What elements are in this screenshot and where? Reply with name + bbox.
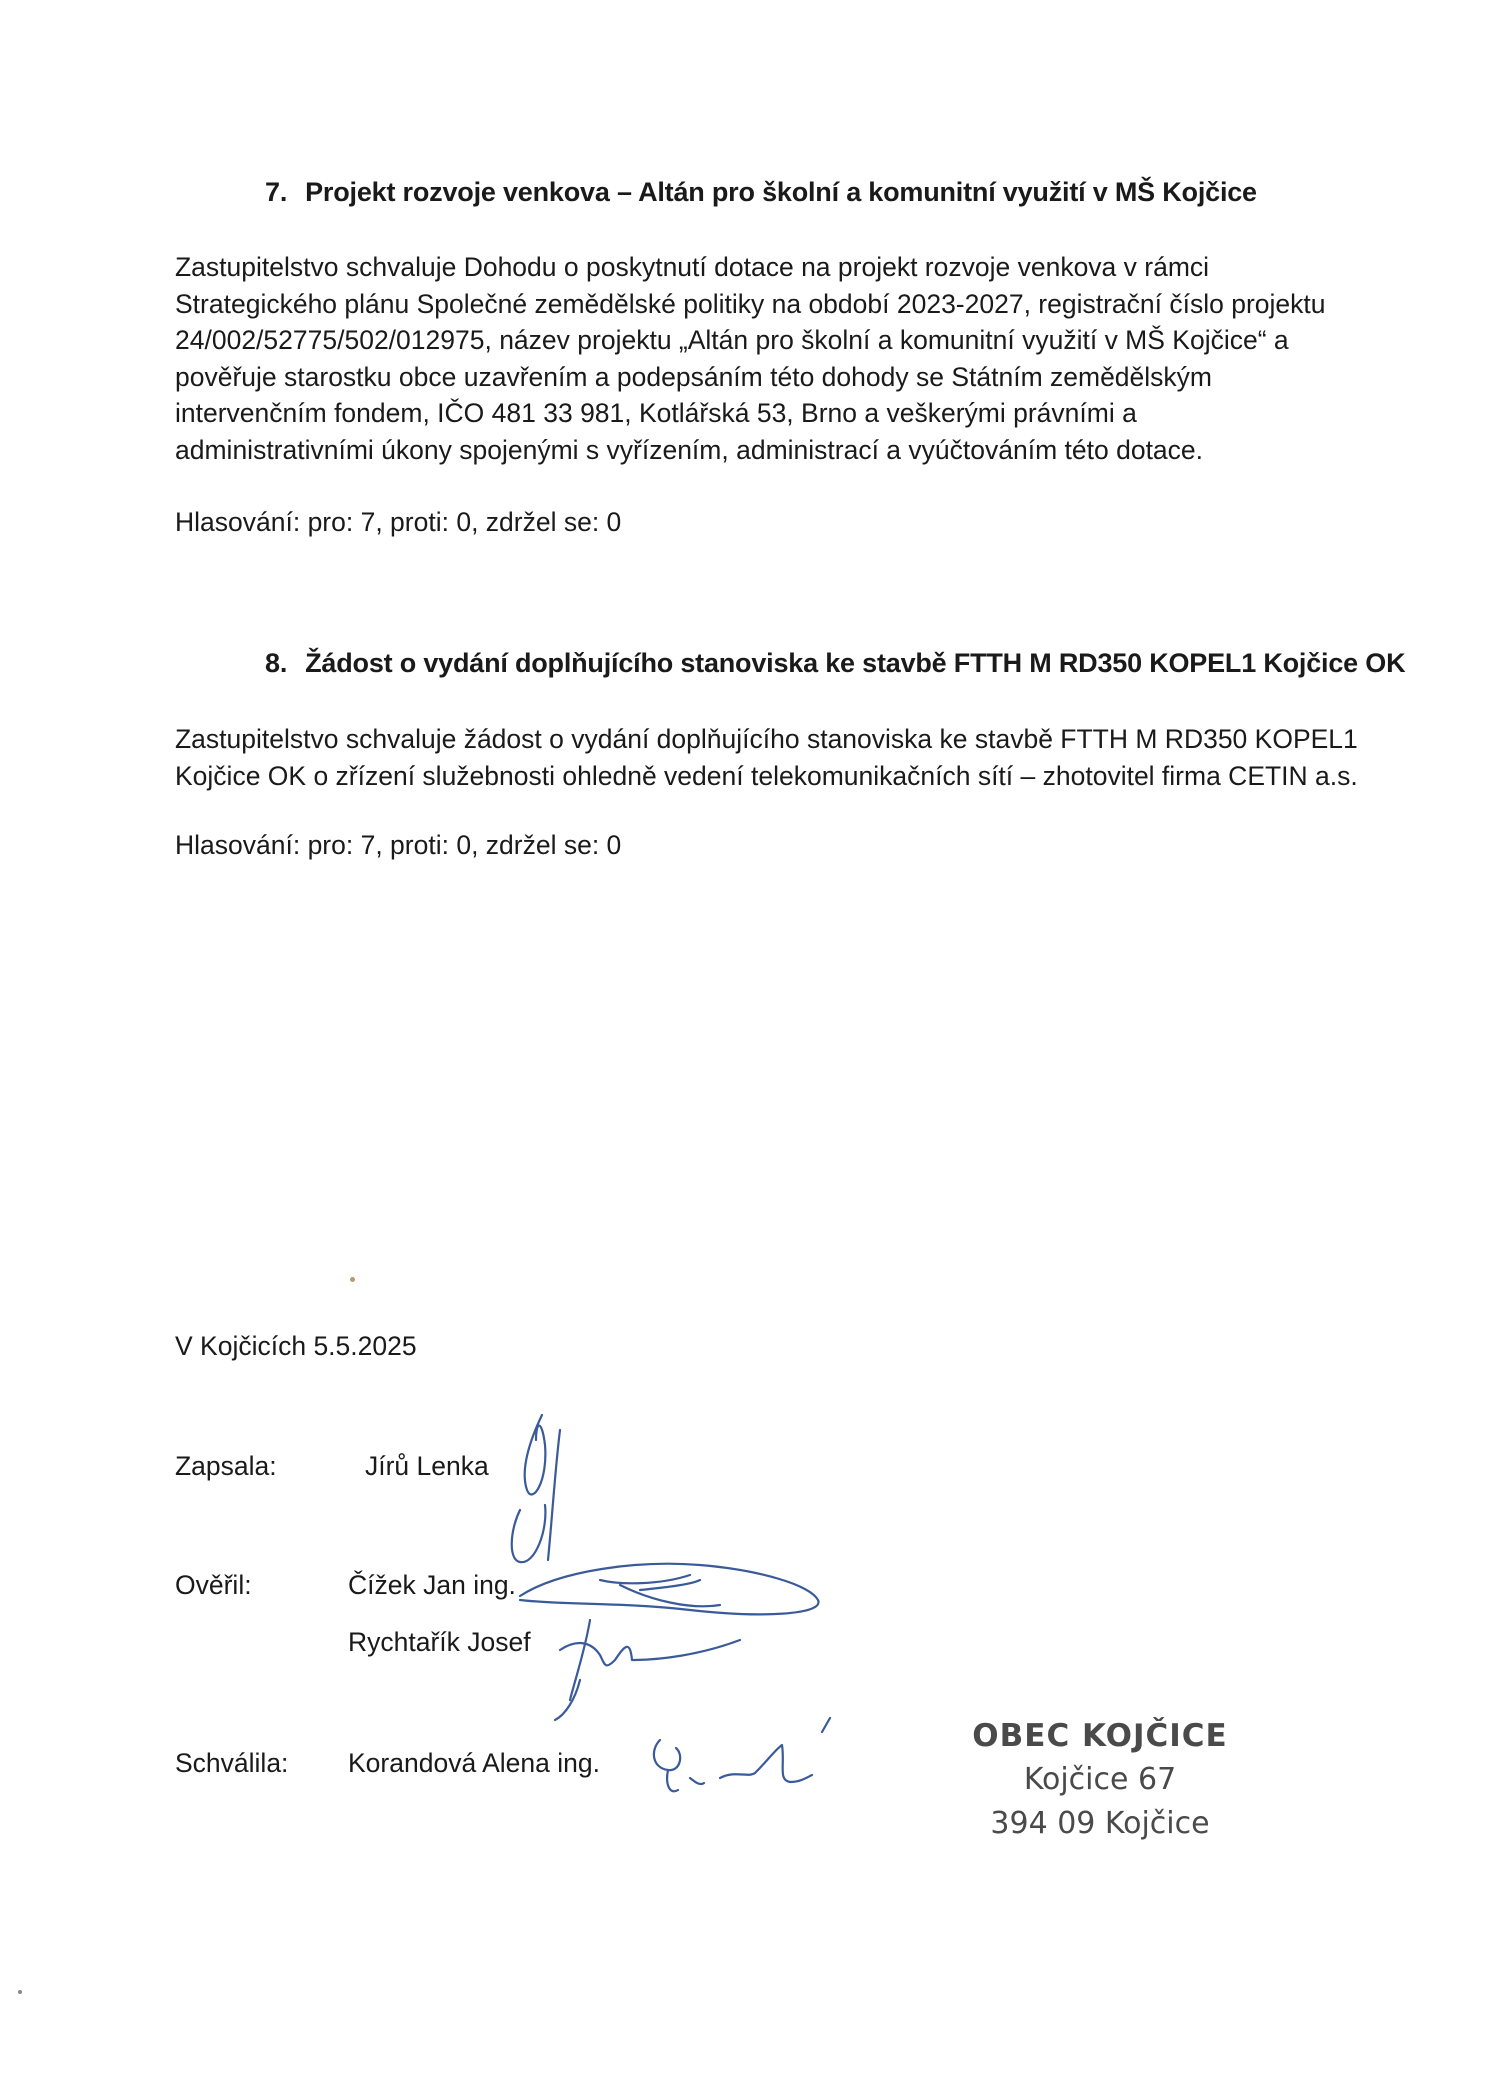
approved-by-label: Schválila: (175, 1748, 289, 1778)
section-7-body-line: Strategického plánu Společné zemědělské politiky na období 2023-2027, registrační číslo projektu (175, 288, 1326, 319)
approved-by-name: Korandová Alena ing. (348, 1748, 600, 1778)
section-7-title: Projekt rozvoje venkova – Altán pro školní a komunitní využití v MŠ Kojčice (305, 177, 1257, 207)
section-8-number: 8. (265, 648, 288, 678)
signature-cizek (520, 1564, 819, 1615)
municipal-stamp (960, 1718, 1240, 1850)
verified-by-label: Ověřil: (175, 1570, 252, 1600)
section-7-number: 7. (265, 177, 288, 207)
stamp-address-line-1: Kojčice 67 (1023, 1762, 1177, 1797)
section-7-body-line: Zastupitelstvo schvaluje Dohodu o poskytnutí dotace na projekt rozvoje venkova v rámci (175, 252, 1210, 282)
verified-by-name-2: Rychtařík Josef (348, 1627, 531, 1657)
signature-rychtarik (555, 1620, 740, 1720)
place-date: V Kojčicích 5.5.2025 (175, 1331, 417, 1361)
section-8-vote: Hlasování: pro: 7, proti: 0, zdržel se: 0 (175, 830, 622, 860)
scan-speck (18, 1990, 22, 1994)
signature-korandova (654, 1718, 830, 1791)
recorded-by-name: Jírů Lenka (365, 1451, 489, 1481)
section-7-body-line: 24/002/52775/502/012975, název projektu „Altán pro školní a komunitní využití v MŠ Kojčice“ a (175, 325, 1289, 355)
section-7-body-line: intervenčním fondem, IČO 481 33 981, Kotlářská 53, Brno a veškerými právními a (175, 398, 1137, 428)
section-7-body-line: administrativními úkony spojenými s vyřízením, administrací a vyúčtováním této dotace. (175, 434, 1204, 465)
signature-jiru (512, 1415, 560, 1562)
recorded-by-label: Zapsala: (175, 1451, 277, 1481)
section-7-vote: Hlasování: pro: 7, proti: 0, zdržel se: 0 (175, 507, 622, 537)
section-8-body-line: Kojčice OK o zřízení služebnosti ohledně vedení telekomunikačních sítí – zhotovitel firma CETIN a.s. (175, 760, 1358, 791)
section-8-body-line: Zastupitelstvo schvaluje žádost o vydání doplňujícího stanoviska ke stavbě FTTH M RD350 KOPEL1 (175, 724, 1358, 754)
verified-by-name-1: Čížek Jan ing. (348, 1570, 516, 1600)
stamp-address-line-2: 394 09 Kojčice (990, 1806, 1210, 1841)
scan-speck (350, 1277, 355, 1282)
section-7-body-line: pověřuje starostku obce uzavřením a podepsáním této dohody se Státním zemědělským (175, 361, 1212, 392)
stamp-title: OBEC KOJČICE (972, 1718, 1228, 1754)
section-8-title: Žádost o vydání doplňujícího stanoviska ke stavbě FTTH M RD350 KOPEL1 Kojčice OK (305, 648, 1406, 678)
